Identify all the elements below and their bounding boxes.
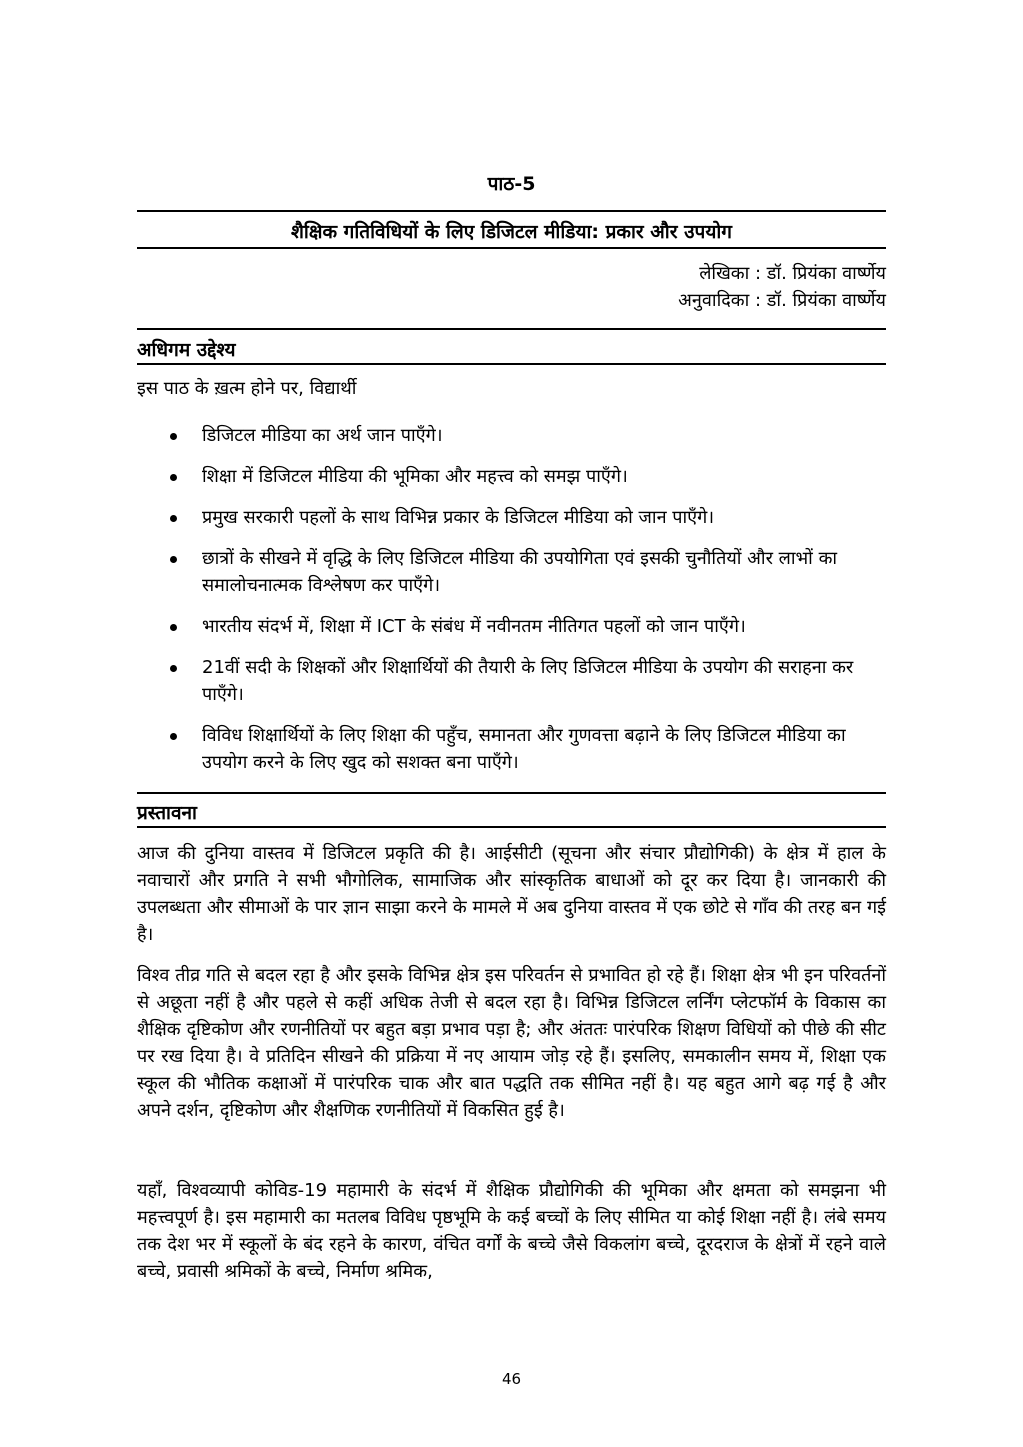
objectives-heading: अधिगम उद्देश्य <box>137 339 236 361</box>
introduction-paragraph-1: आज की दुनिया वास्तव में डिजिटल प्रकृति की है। आईसीटी (सूचना और संचार प्रौद्योगिकी) के क्षेत्र में हाल के नवाचारों और प्रगति ने सभी भौगोलिक, सामाजिक और सांस्कृतिक बाधाओं को दूर कर दिया है। जानकारी की उपलब्धता और सीमाओं के पार ज्ञान साझा करने के मामले में अब दुनिया वास्तव में एक छोटे से गाँव की तरह बन गई है। <box>137 843 886 945</box>
bullet-icon <box>170 515 177 522</box>
bullet-icon <box>170 624 177 631</box>
list-item: भारतीय संदर्भ में, शिक्षा में ICT के संबंध में नवीनतम नीतिगत पहलों को जान पाएँगे। <box>137 613 886 640</box>
bullet-icon <box>170 733 177 740</box>
list-item: छात्रों के सीखने में वृद्धि के लिए डिजिटल मीडिया की उपयोगिता एवं इसकी चुनौतियों और लाभों का समालोचनात्मक विश्लेषण कर पाएँगे। <box>137 545 886 599</box>
objectives-intro: इस पाठ के ख़त्म होने पर, विद्यार्थी <box>137 378 357 399</box>
objectives-top-rule <box>137 328 886 330</box>
list-item: प्रमुख सरकारी पहलों के साथ विभिन्न प्रकार के डिजिटल मीडिया को जान पाएँगे। <box>137 504 886 531</box>
chapter-title: शैक्षिक गतिविधियों के लिए डिजिटल मीडिया: प्रकार और उपयोग <box>291 221 732 243</box>
introduction-heading: प्रस्तावना <box>137 802 197 824</box>
introduction-bottom-rule <box>137 826 886 828</box>
introduction-paragraph-3: यहाँ, विश्वव्यापी कोविड-19 महामारी के संदर्भ में शैक्षिक प्रौद्योगिकी की भूमिका और क्षमता को समझना भी महत्त्वपूर्ण है। इस महामारी का मतलब विविध पृष्ठभूमि के कई बच्चों के लिए सीमित या कोई शिक्षा नहीं है। लंबे समय तक देश भर में स्कूलों के बंद रहने के कारण, वंचित वर्गों के बच्चे जैसे विकलांग बच्चे, दूरदराज के क्षेत्रों में रहने वाले बच्चे, प्रवासी श्रमिकों के बच्चे, निर्माण श्रमिक, <box>137 1180 886 1282</box>
page-number: 46 <box>501 1370 522 1388</box>
bullet-icon <box>170 556 177 563</box>
bullet-icon <box>170 433 177 440</box>
introduction-top-rule <box>137 792 886 794</box>
list-item: 21वीं सदी के शिक्षकों और शिक्षार्थियों की तैयारी के लिए डिजिटल मीडिया के उपयोग की सराहना कर पाएँगे। <box>137 654 886 708</box>
title-bottom-rule <box>137 247 886 249</box>
list-item: विविध शिक्षार्थियों के लिए शिक्षा की पहुँच, समानता और गुणवत्ता बढ़ाने के लिए डिजिटल मीडिया का उपयोग करने के लिए खुद को सशक्त बना पाएँगे। <box>137 722 886 776</box>
introduction-paragraph-2: विश्व तीव्र गति से बदल रहा है और इसके विभिन्न क्षेत्र इस परिवर्तन से प्रभावित हो रहे हैं। शिक्षा क्षेत्र भी इन परिवर्तनों से अछूता नहीं है और पहले से कहीं अधिक तेजी से बदल रहा है। विभिन्न डिजिटल लर्निंग प्लेटफॉर्म के विकास का शैक्षिक दृष्टिकोण और रणनीतियों पर बहुत बड़ा प्रभाव पड़ा है; और अंततः पारंपरिक शिक्षण विधियों को पीछे की सीट पर रख दिया है। वे प्रतिदिन सीखने की प्रक्रिया में नए आयाम जोड़ रहे हैं। इसलिए, समकालीन समय में, शिक्षा एक स्कूल की भौतिक कक्षाओं में पारंपरिक चाक और बात पद्धति तक सीमित नहीं है। यह बहुत आगे बढ़ गई है और अपने दर्शन, दृष्टिकोण और शैक्षणिक रणनीतियों में विकसित हुई है। <box>137 965 886 1121</box>
translator-line: अनुवादिका : डॉ. प्रियंका वार्ष्णेय <box>678 290 886 311</box>
bullet-icon <box>170 665 177 672</box>
list-item: डिजिटल मीडिया का अर्थ जान पाएँगे। <box>137 422 886 449</box>
objectives-list <box>137 422 886 790</box>
bullet-icon <box>170 474 177 481</box>
objectives-bottom-rule <box>137 363 886 365</box>
title-top-rule <box>137 210 886 212</box>
lesson-number: पाठ-5 <box>487 173 536 195</box>
list-item: शिक्षा में डिजिटल मीडिया की भूमिका और महत्त्व को समझ पाएँगे। <box>137 463 886 490</box>
author-line: लेखिका : डॉ. प्रियंका वार्ष्णेय <box>699 263 886 284</box>
